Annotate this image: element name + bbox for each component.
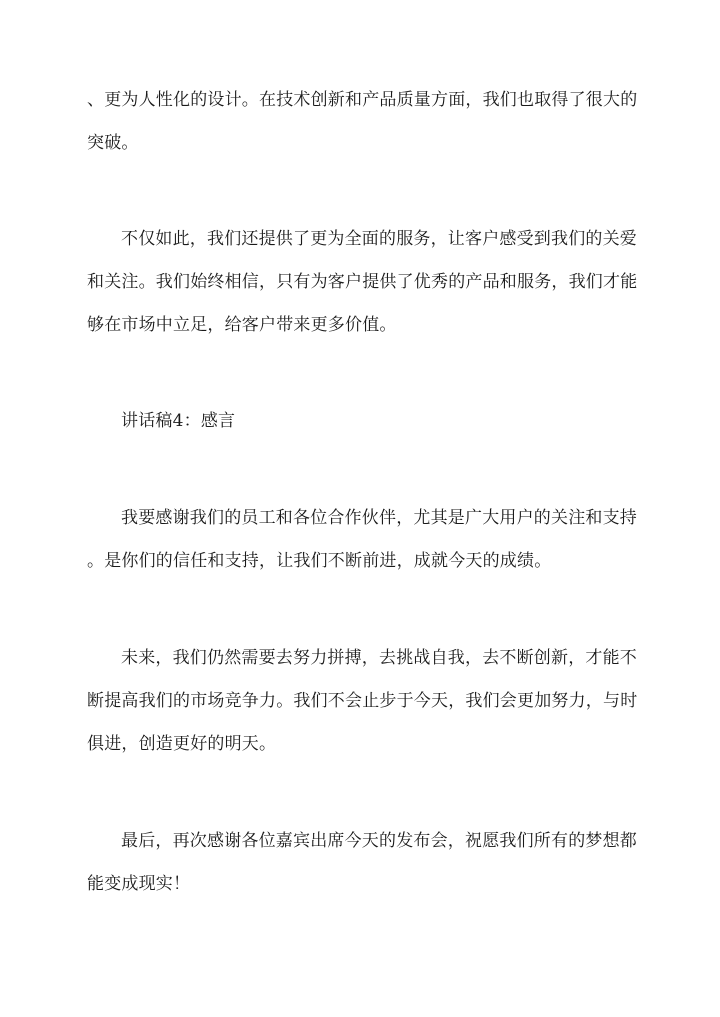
paragraph-3-line-1: 我要感谢我们的员工和各位合作伙伴，尤其是广大用户的关注和支持 bbox=[121, 508, 637, 528]
paragraph-1-line-1: 、更为人性化的设计。在技术创新和产品质量方面，我们也取得了很大的 bbox=[87, 90, 638, 110]
paragraph-4-line-1: 未来，我们仍然需要去努力拼搏，去挑战自我，去不断创新，才能不 bbox=[121, 648, 637, 668]
paragraph-5-line-2: 能变成现实！ bbox=[87, 874, 191, 894]
paragraph-5-line-1: 最后，再次感谢各位嘉宾出席今天的发布会，祝愿我们所有的梦想都 bbox=[121, 831, 637, 851]
paragraph-3-line-2: 。是你们的信任和支持，让我们不断前进，成就今天的成绩。 bbox=[87, 551, 552, 571]
paragraph-1-line-2: 突破。 bbox=[87, 133, 139, 153]
section-heading: 讲话稿4：感言 bbox=[121, 411, 236, 431]
paragraph-4-line-3: 俱进，创造更好的明天。 bbox=[87, 734, 277, 754]
paragraph-2-line-2: 和关注。我们始终相信，只有为客户提供了优秀的产品和服务，我们才能 bbox=[87, 272, 638, 292]
paragraph-2-line-3: 够在市场中立足，给客户带来更多价值。 bbox=[87, 315, 397, 335]
paragraph-4-line-2: 断提高我们的市场竞争力。我们不会止步于今天，我们会更加努力，与时 bbox=[87, 691, 638, 711]
paragraph-2-line-1: 不仅如此，我们还提供了更为全面的服务，让客户感受到我们的关爱 bbox=[121, 229, 637, 249]
